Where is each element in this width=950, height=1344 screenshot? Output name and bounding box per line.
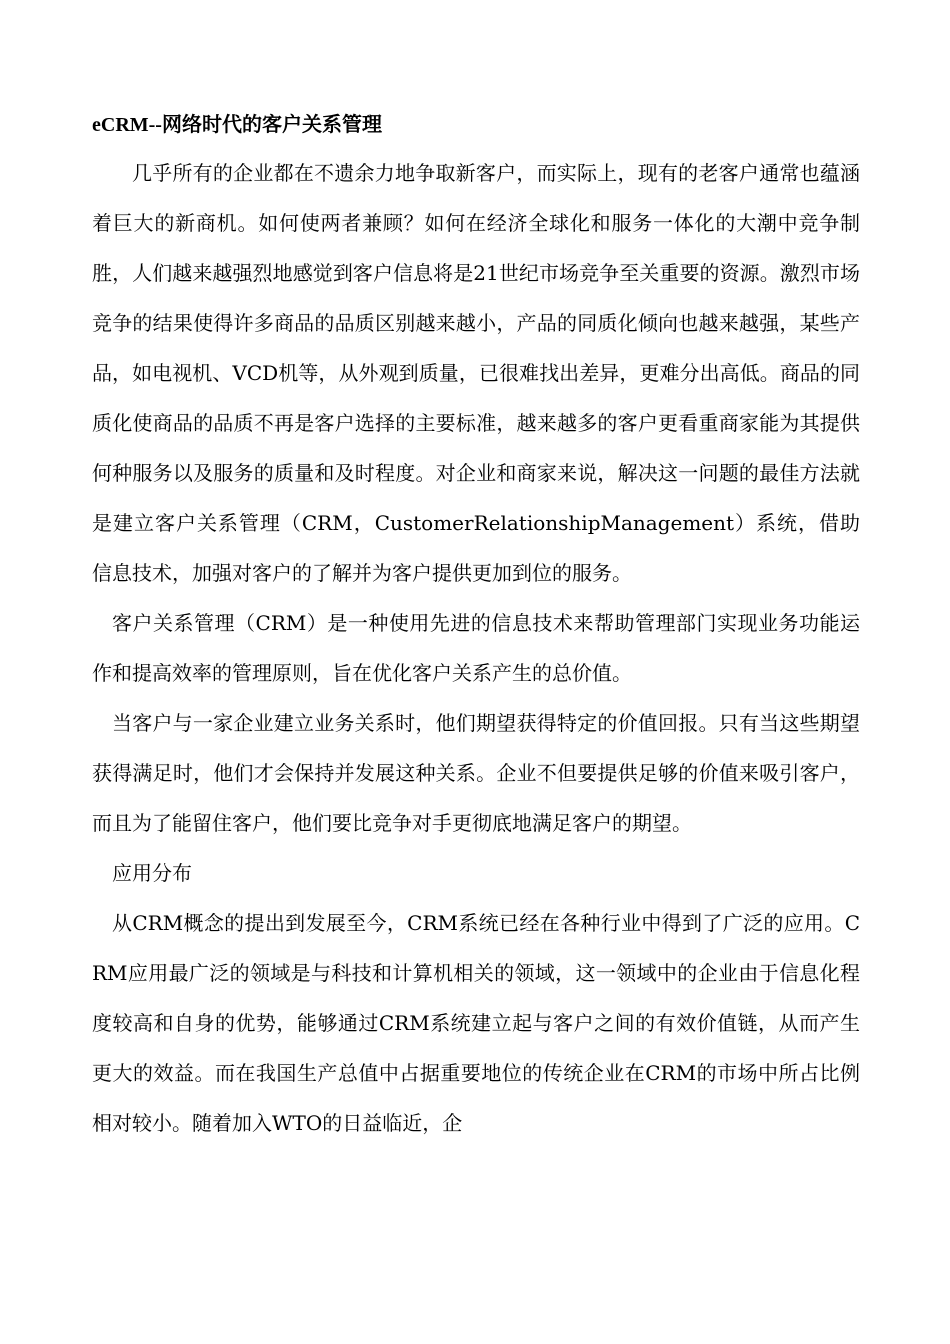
document-page [92,110,860,1148]
section-heading-application: 应用分布 [112,861,192,885]
paragraph-intro: 几乎所有的企业都在不遗余力地争取新客户，而实际上，现有的老客户通常也蕴涵着巨大的新商机。如何使两者兼顾？如何在经济全球化和服务一体化的大潮中竞争制胜，人们越来越强烈地感觉到客户信息将是21世纪市场竞争至关重要的资源。激烈市场竞争的结果使得许多商品的品质区别越来越小，产品的同质化倾向也越来越强，某些产品，如电视机、VCD机等，从外观到质量，已很难找出差异，更难分出高低。商品的同质化使商品的品质不再是客户选择的主要标准，越来越多的客户更看重商家能为其提供何种服务以及服务的质量和及时程度。对企业和商家来说，解决这一问题的最佳方法就是建立客户关系管理（CRM，CustomerRelationshipManagement）系统，借助信息技术，加强对客户的了解并为客户提供更加到位的服务。 [92,161,860,585]
document-title: eCRM--网络时代的客户关系管理 [92,114,382,136]
paragraph-application-distribution: 从CRM概念的提出到发展至今，CRM系统已经在各种行业中得到了广泛的应用。CRM应用最广泛的领域是与科技和计算机相关的领域，这一领域中的企业由于信息化程度较高和自身的优势，能够通过CRM系统建立起与客户之间的有效价值链，从而产生更大的效益。而在我国生产总值中占据重要地位的传统企业在CRM的市场中所占比例相对较小。随着加入WTO的日益临近，企 [92,911,860,1135]
paragraph-crm-definition: 客户关系管理（CRM）是一种使用先进的信息技术来帮助管理部门实现业务功能运作和提高效率的管理原则，旨在优化客户关系产生的总价值。 [92,611,860,685]
paragraph-customer-expectation: 当客户与一家企业建立业务关系时，他们期望获得特定的价值回报。只有当这些期望获得满足时，他们才会保持并发展这种关系。企业不但要提供足够的价值来吸引客户，而且为了能留住客户，他们要比竞争对手更彻底地满足客户的期望。 [92,711,860,835]
